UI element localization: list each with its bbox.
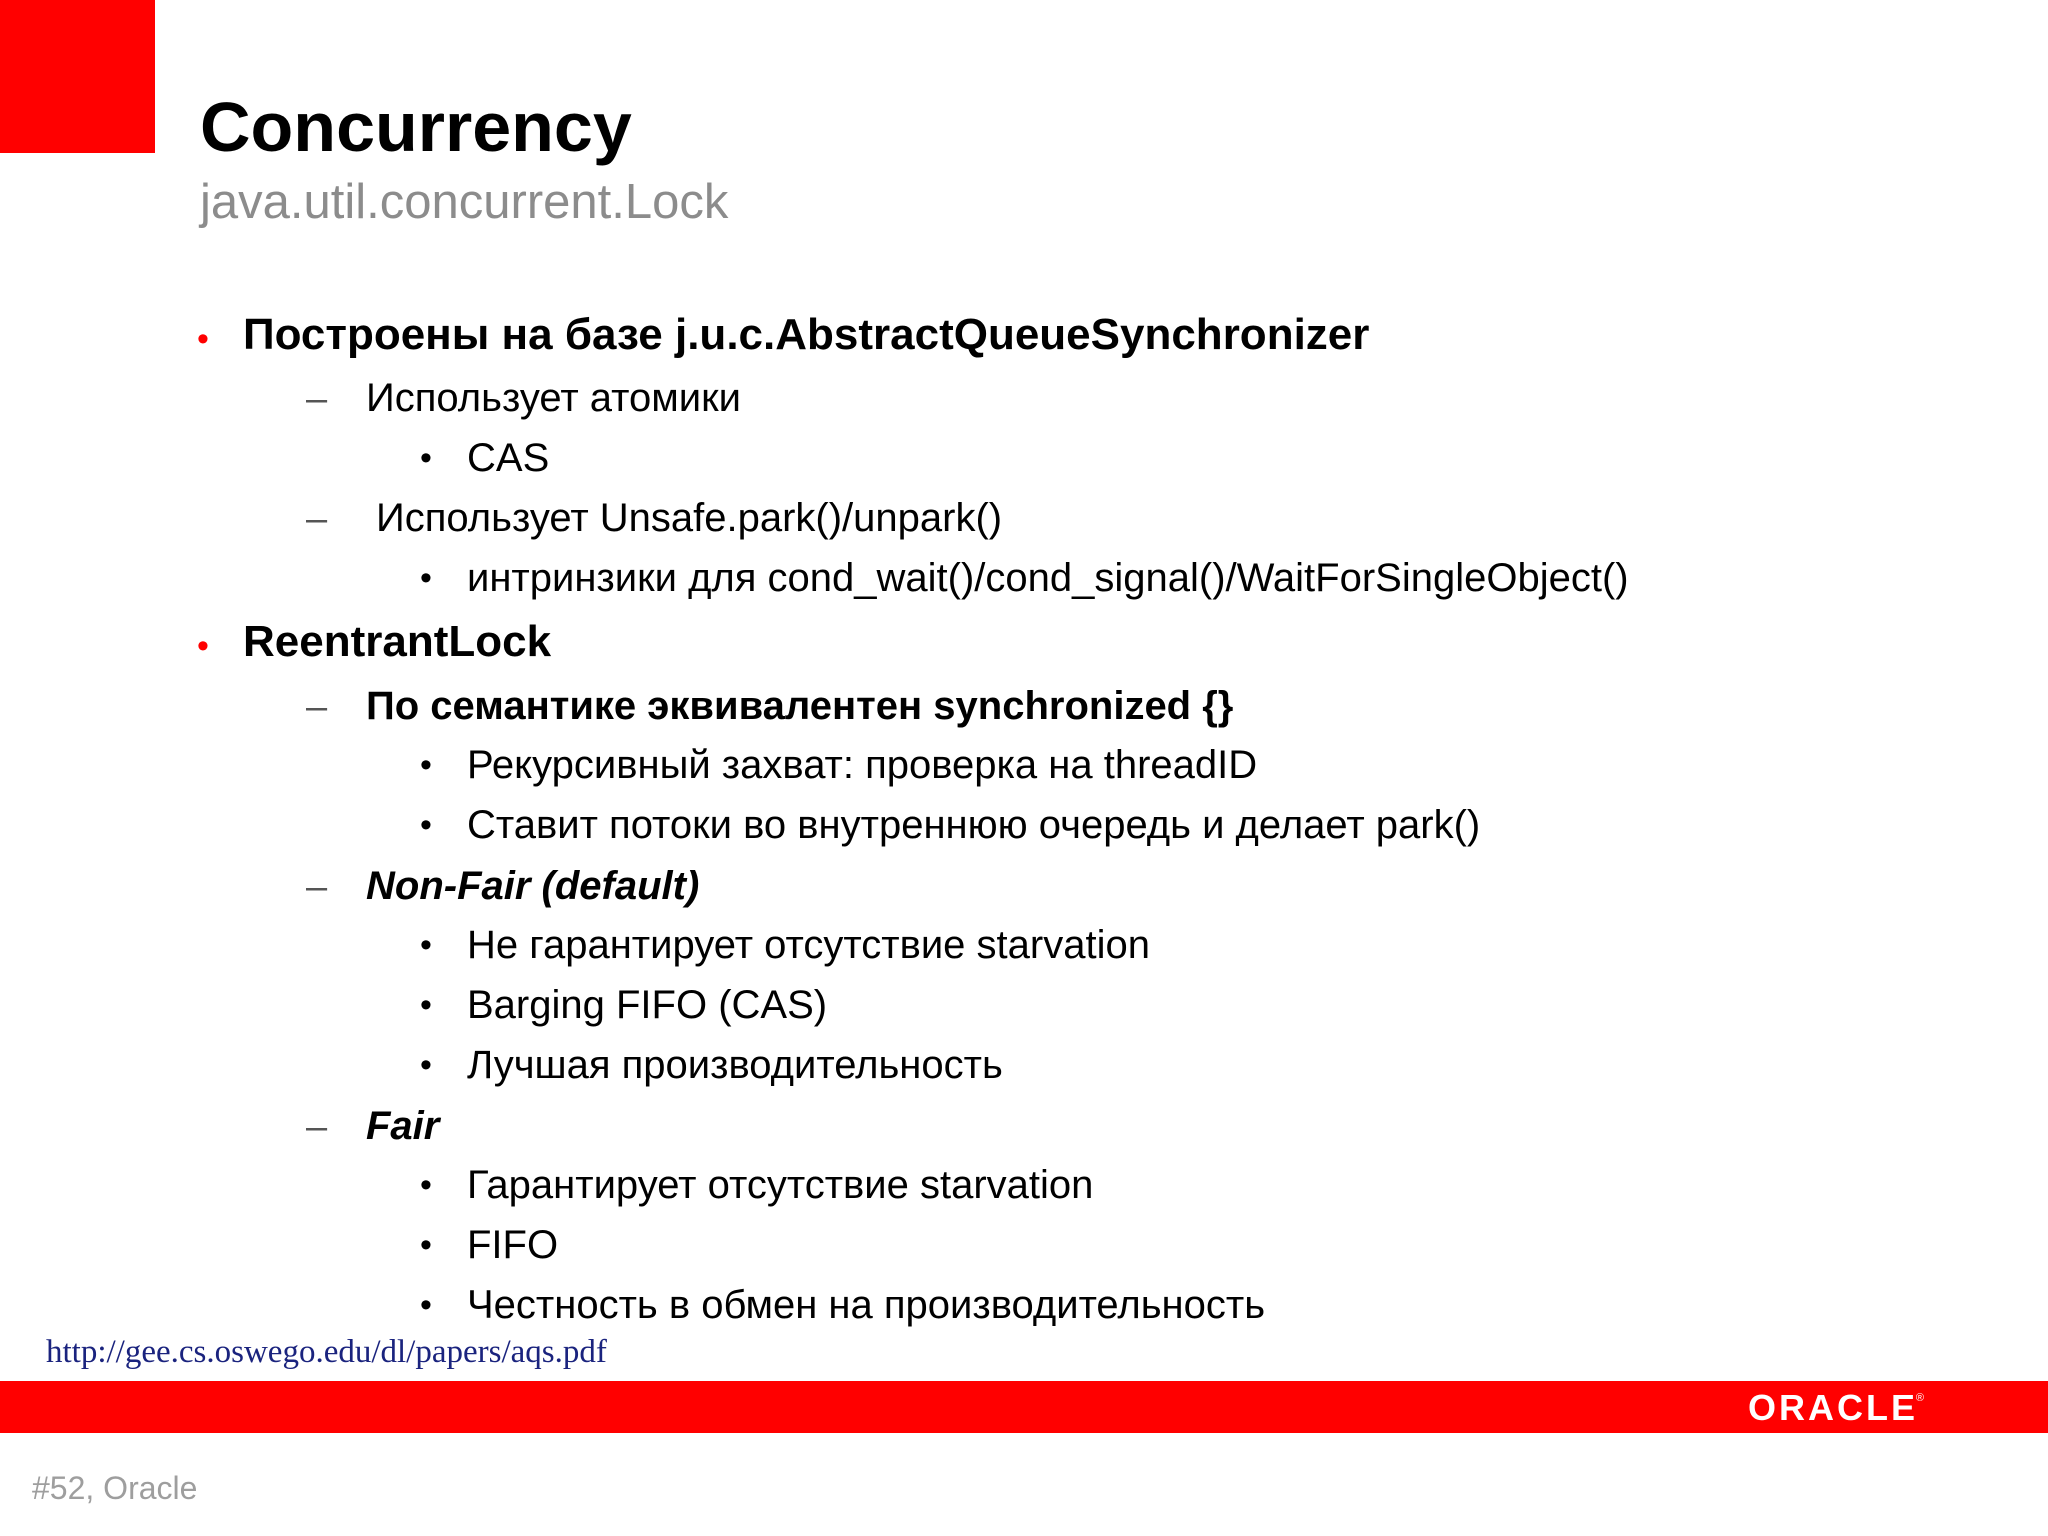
dash-marker: – xyxy=(306,686,328,728)
bullet-marker: • xyxy=(197,320,209,358)
bullet-marker: • xyxy=(420,1226,432,1264)
bullet-marker: • xyxy=(420,1286,432,1324)
slide-title: Concurrency xyxy=(200,88,632,166)
oracle-logo: ORACLE xyxy=(1748,1387,1918,1428)
bullet-marker: • xyxy=(420,1166,432,1204)
corner-accent-block xyxy=(0,0,155,153)
bullet-marker: • xyxy=(420,1046,432,1084)
bullet-text: Честность в обмен на производительность xyxy=(467,1283,1266,1327)
bullet-text: Использует атомики xyxy=(366,376,741,420)
bullet-marker: • xyxy=(420,559,432,597)
bullet-marker: • xyxy=(420,439,432,477)
dash-marker: – xyxy=(306,378,328,420)
footer-bar xyxy=(0,1381,2048,1433)
dash-marker: – xyxy=(306,1106,328,1148)
bullet-marker: • xyxy=(420,986,432,1024)
bullet-marker: • xyxy=(420,806,432,844)
bullet-text: Не гарантирует отсутствие starvation xyxy=(467,923,1150,967)
bullet-text: Использует Unsafe.park()/unpark() xyxy=(376,496,1003,540)
registered-mark: ® xyxy=(1915,1392,1924,1404)
bullet-text: ReentrantLock xyxy=(243,617,552,666)
slide-subtitle: java.util.concurrent.Lock xyxy=(200,175,729,229)
page-label: #52, Oracle xyxy=(32,1470,198,1506)
bullet-text: Рекурсивный захват: проверка на threadID xyxy=(467,743,1258,787)
bullet-text: FIFO xyxy=(467,1223,559,1267)
bullet-marker: • xyxy=(420,746,432,784)
bullet-text: CAS xyxy=(467,436,550,480)
bullet-text: Non-Fair (default) xyxy=(366,864,700,908)
bullet-text: Построены на базе j.u.c.AbstractQueueSynchronizer xyxy=(243,310,1370,359)
bullet-text: Ставит потоки во внутреннюю очередь и делает park() xyxy=(467,803,1481,847)
reference-link[interactable]: http://gee.cs.oswego.edu/dl/papers/aqs.pdf xyxy=(46,1334,607,1370)
bullet-text: Лучшая производительность xyxy=(467,1043,1003,1087)
bullet-text: интринзики для cond_wait()/cond_signal()/WaitForSingleObject() xyxy=(467,556,1629,600)
dash-marker: – xyxy=(306,498,328,540)
bullet-text: Гарантирует отсутствие starvation xyxy=(467,1163,1094,1207)
bullet-text: Fair xyxy=(366,1104,440,1148)
bullet-marker: • xyxy=(420,926,432,964)
bullet-marker: • xyxy=(197,627,209,665)
bullet-text: По семантике эквивалентен synchronized {} xyxy=(366,684,1234,728)
dash-marker: – xyxy=(306,866,328,908)
bullet-text: Barging FIFO (CAS) xyxy=(467,983,828,1027)
